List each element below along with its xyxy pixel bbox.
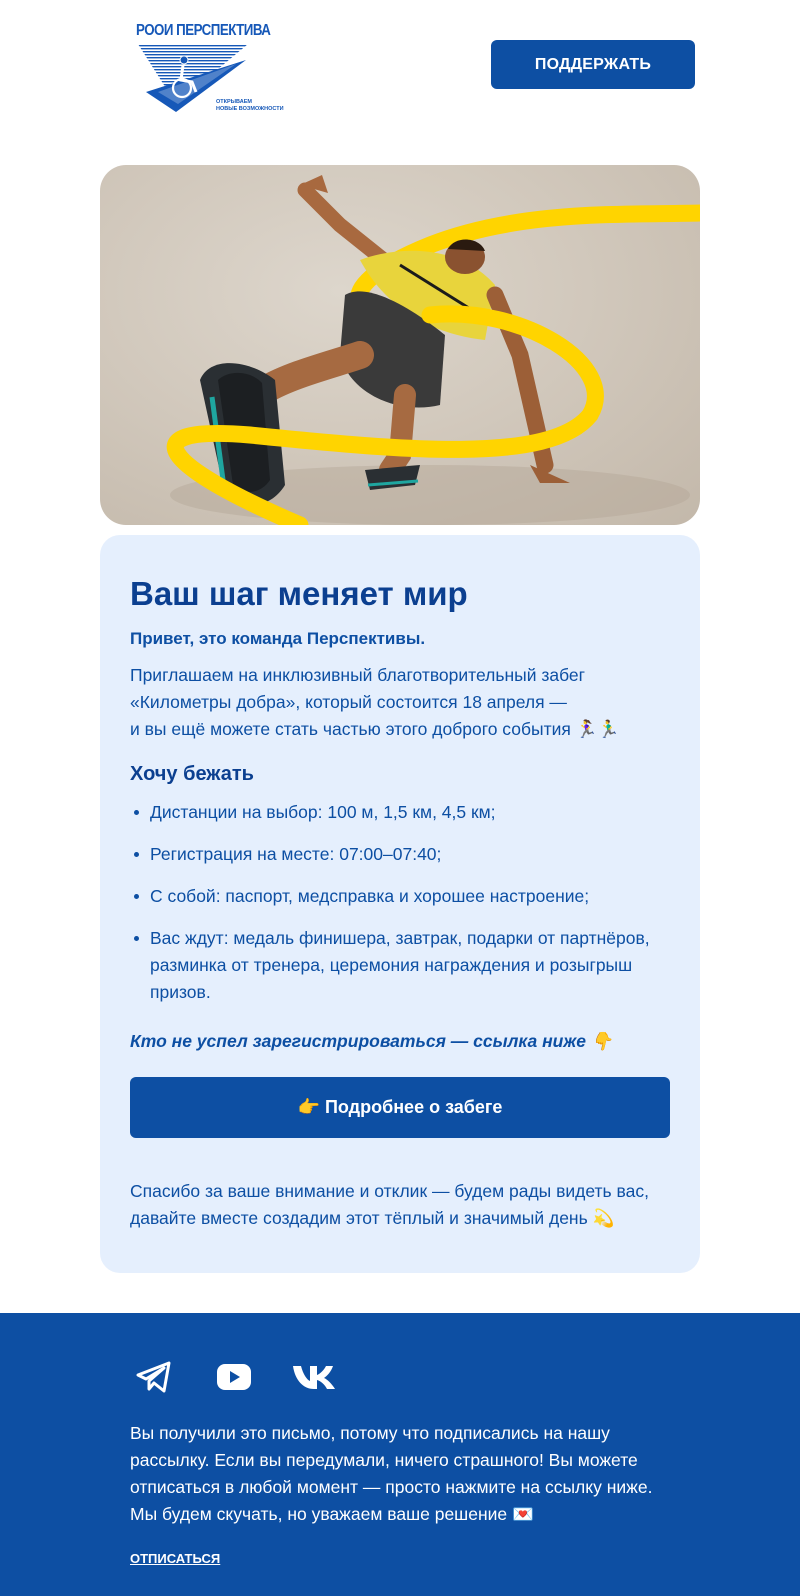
- greeting-text: Привет, это команда Перспективы.: [130, 629, 426, 648]
- registration-note: Кто не успел зарегистрироваться — ссылка ниже 👇: [130, 1031, 613, 1051]
- intro-line: Приглашаем на инклюзивный благотворительный забег: [130, 665, 586, 685]
- notice-line: рассылку. Если вы передумали, ничего страшного! Вы можете: [130, 1450, 638, 1470]
- email-footer: [0, 1313, 800, 1596]
- page-title: Ваш шаг меняет мир: [130, 575, 468, 612]
- thanks-paragraph: [130, 1178, 680, 1232]
- telegram-link[interactable]: [130, 1353, 178, 1401]
- runner-illustration: [100, 165, 700, 525]
- logo-tagline: [216, 99, 284, 113]
- event-details-list: [150, 799, 680, 1021]
- logo-title: РООИ ПЕРСПЕКТИВА: [136, 22, 271, 39]
- thanks-line: Спасибо за ваше внимание и отклик — будем рады видеть вас,: [130, 1181, 649, 1201]
- email-header: [0, 0, 800, 150]
- list-item: Вас ждут: медаль финишера, завтрак, подарки от партнёров, разминка от тренера, церемония награждения и розыгрыш призов.: [150, 925, 680, 1006]
- intro-line: «Километры добра», который состоится 18 апреля —: [130, 692, 567, 712]
- intro-paragraph: [130, 662, 675, 743]
- support-button[interactable]: ПОДДЕРЖАТЬ: [491, 40, 695, 89]
- logo-tagline-line-2: НОВЫЕ ВОЗМОЖНОСТИ: [216, 106, 284, 112]
- youtube-link[interactable]: [210, 1353, 258, 1401]
- list-item: Регистрация на месте: 07:00–07:40;: [150, 841, 680, 868]
- vk-icon: [292, 1364, 336, 1390]
- perspektiva-logo[interactable]: [136, 22, 284, 114]
- subscription-notice: [130, 1420, 690, 1528]
- section-heading: Хочу бежать: [130, 763, 254, 785]
- intro-line: и вы ещё можете стать частью этого доброго события 🏃‍♀️🏃‍♂️: [130, 719, 620, 739]
- vk-link[interactable]: [290, 1353, 338, 1401]
- notice-line: Мы будем скучать, но уважаем ваше решение 💌: [130, 1504, 534, 1524]
- list-item: Дистанции на выбор: 100 м, 1,5 км, 4,5 км;: [150, 799, 680, 826]
- logo-tagline-line-1: ОТКРЫВАЕМ: [216, 99, 252, 105]
- content-card: [100, 535, 700, 1273]
- youtube-icon: [217, 1364, 251, 1390]
- unsubscribe-link[interactable]: ОТПИСАТЬСЯ: [130, 1551, 221, 1566]
- notice-line: отписаться в любой момент — просто нажмите на ссылку ниже.: [130, 1477, 653, 1497]
- list-item: С собой: паспорт, медсправка и хорошее настроение;: [150, 883, 680, 910]
- notice-line: Вы получили это письмо, потому что подписались на нашу: [130, 1423, 610, 1443]
- telegram-icon: [136, 1361, 172, 1393]
- hero-image: [100, 165, 700, 525]
- race-details-button[interactable]: 👉 Подробнее о забеге: [130, 1077, 670, 1138]
- thanks-line: давайте вместе создадим этот тёплый и значимый день 💫: [130, 1208, 615, 1228]
